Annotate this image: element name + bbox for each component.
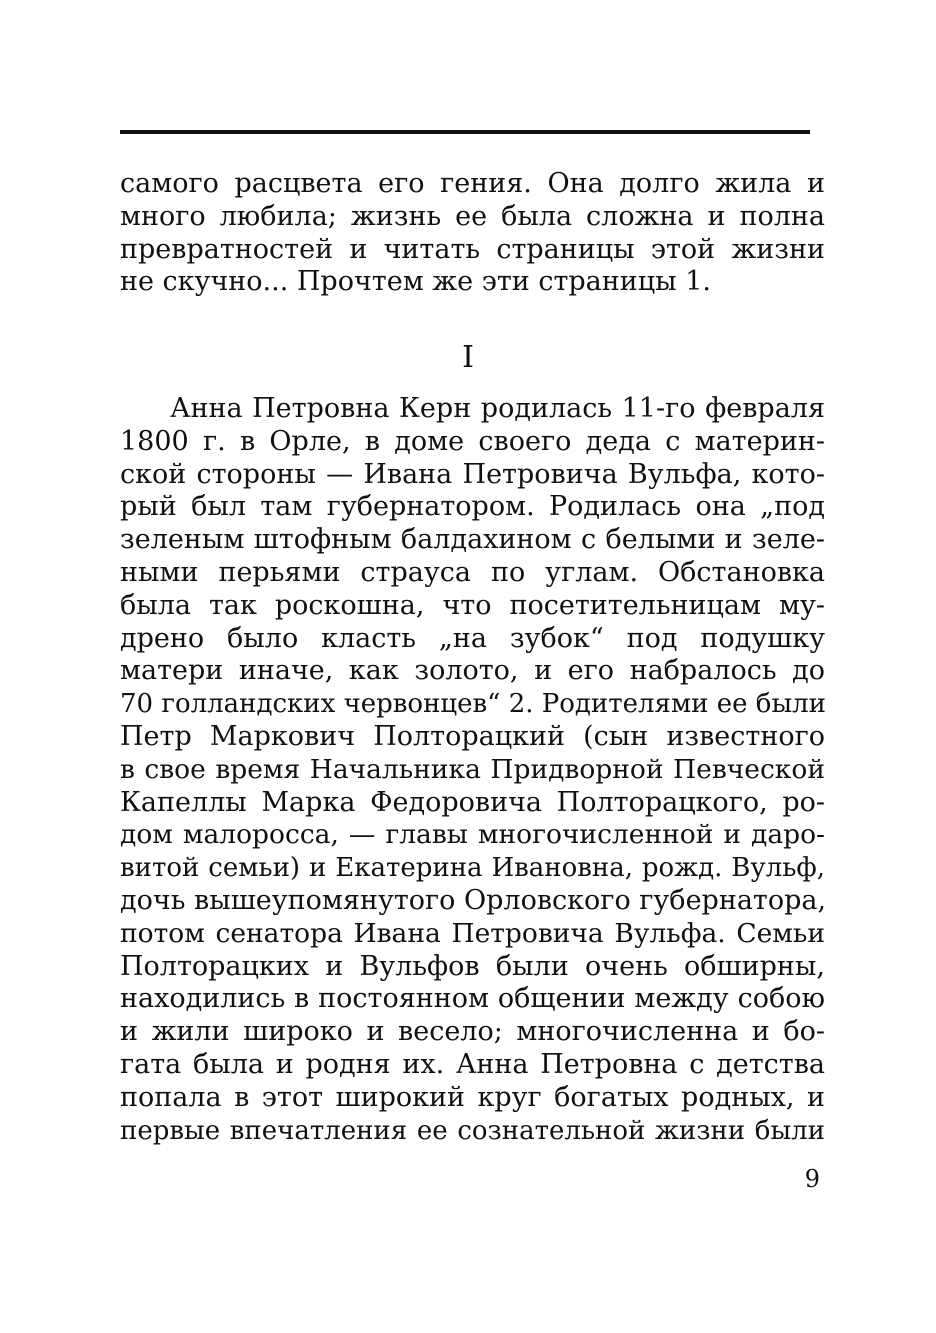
text-line: матери иначе, как золото, и его набралось до xyxy=(120,655,825,687)
text-line: Капеллы Марка Федоровича Полторацкого, ро- xyxy=(120,786,825,818)
text-line: 1800 г. в Орле, в доме своего деда с материн- xyxy=(120,425,825,457)
text-line: Петр Маркович Полторацкий (сын известного xyxy=(120,720,825,752)
text-line: самого расцвета его гения. Она долго жила и xyxy=(120,168,825,199)
text-line: ской стороны — Ивана Петровича Вульфа, кото- xyxy=(120,458,825,490)
text-line: потом сенатора Ивана Петровича Вульфа. Семьи xyxy=(120,917,825,949)
text-line: Полторацких и Вульфов были очень обширны, xyxy=(120,950,825,982)
text-line: дочь вышеупомянутого Орловского губернатора, xyxy=(120,884,827,916)
text-line: гата была и родня их. Анна Петровна с детства xyxy=(120,1048,825,1080)
text-line: рый был там губернатором. Родилась она „под xyxy=(120,491,825,523)
main-paragraph xyxy=(120,393,825,1147)
text-line: дом малоросса, — главы многочисленной и даро- xyxy=(120,819,825,851)
text-line: 70 голландских червонцев“ 2. Родителями ее были xyxy=(120,689,826,720)
text-line: была так роскошна, что посетительницам му- xyxy=(120,589,825,621)
section-heading: I xyxy=(462,340,474,375)
text-line: не скучно... Прочтем же эти страницы 1. xyxy=(120,266,711,298)
text-line: зеленым штофным балдахином с белыми и зеле- xyxy=(120,524,825,556)
text-line: первые впечатления ее сознательной жизни были xyxy=(120,1115,825,1146)
text-line: витой семьи) и Екатерина Ивановна, рожд. Вульф, xyxy=(120,853,825,884)
text-line: много любила; жизнь ее была сложна и полна xyxy=(120,200,825,232)
text-line: Анна Петровна Керн родилась 11-го февраля xyxy=(170,393,825,424)
intro-paragraph xyxy=(120,168,825,299)
text-line: ными перьями страуса по углам. Обстановка xyxy=(120,556,825,588)
text-line: находились в постоянном общении между собою xyxy=(120,983,825,1015)
top-rule xyxy=(120,130,810,134)
text-line: и жили широко и весело; многочисленна и бо- xyxy=(120,1016,825,1048)
page-number: 9 xyxy=(804,1165,820,1193)
text-line: попала в этот широкий круг богатых родных, и xyxy=(120,1081,825,1113)
text-line: дрено было класть „на зубок“ под подушку xyxy=(120,622,825,654)
text-line: в свое время Начальника Придворной Певческой xyxy=(120,753,825,785)
text-line: превратностей и читать страницы этой жизни xyxy=(120,233,825,265)
